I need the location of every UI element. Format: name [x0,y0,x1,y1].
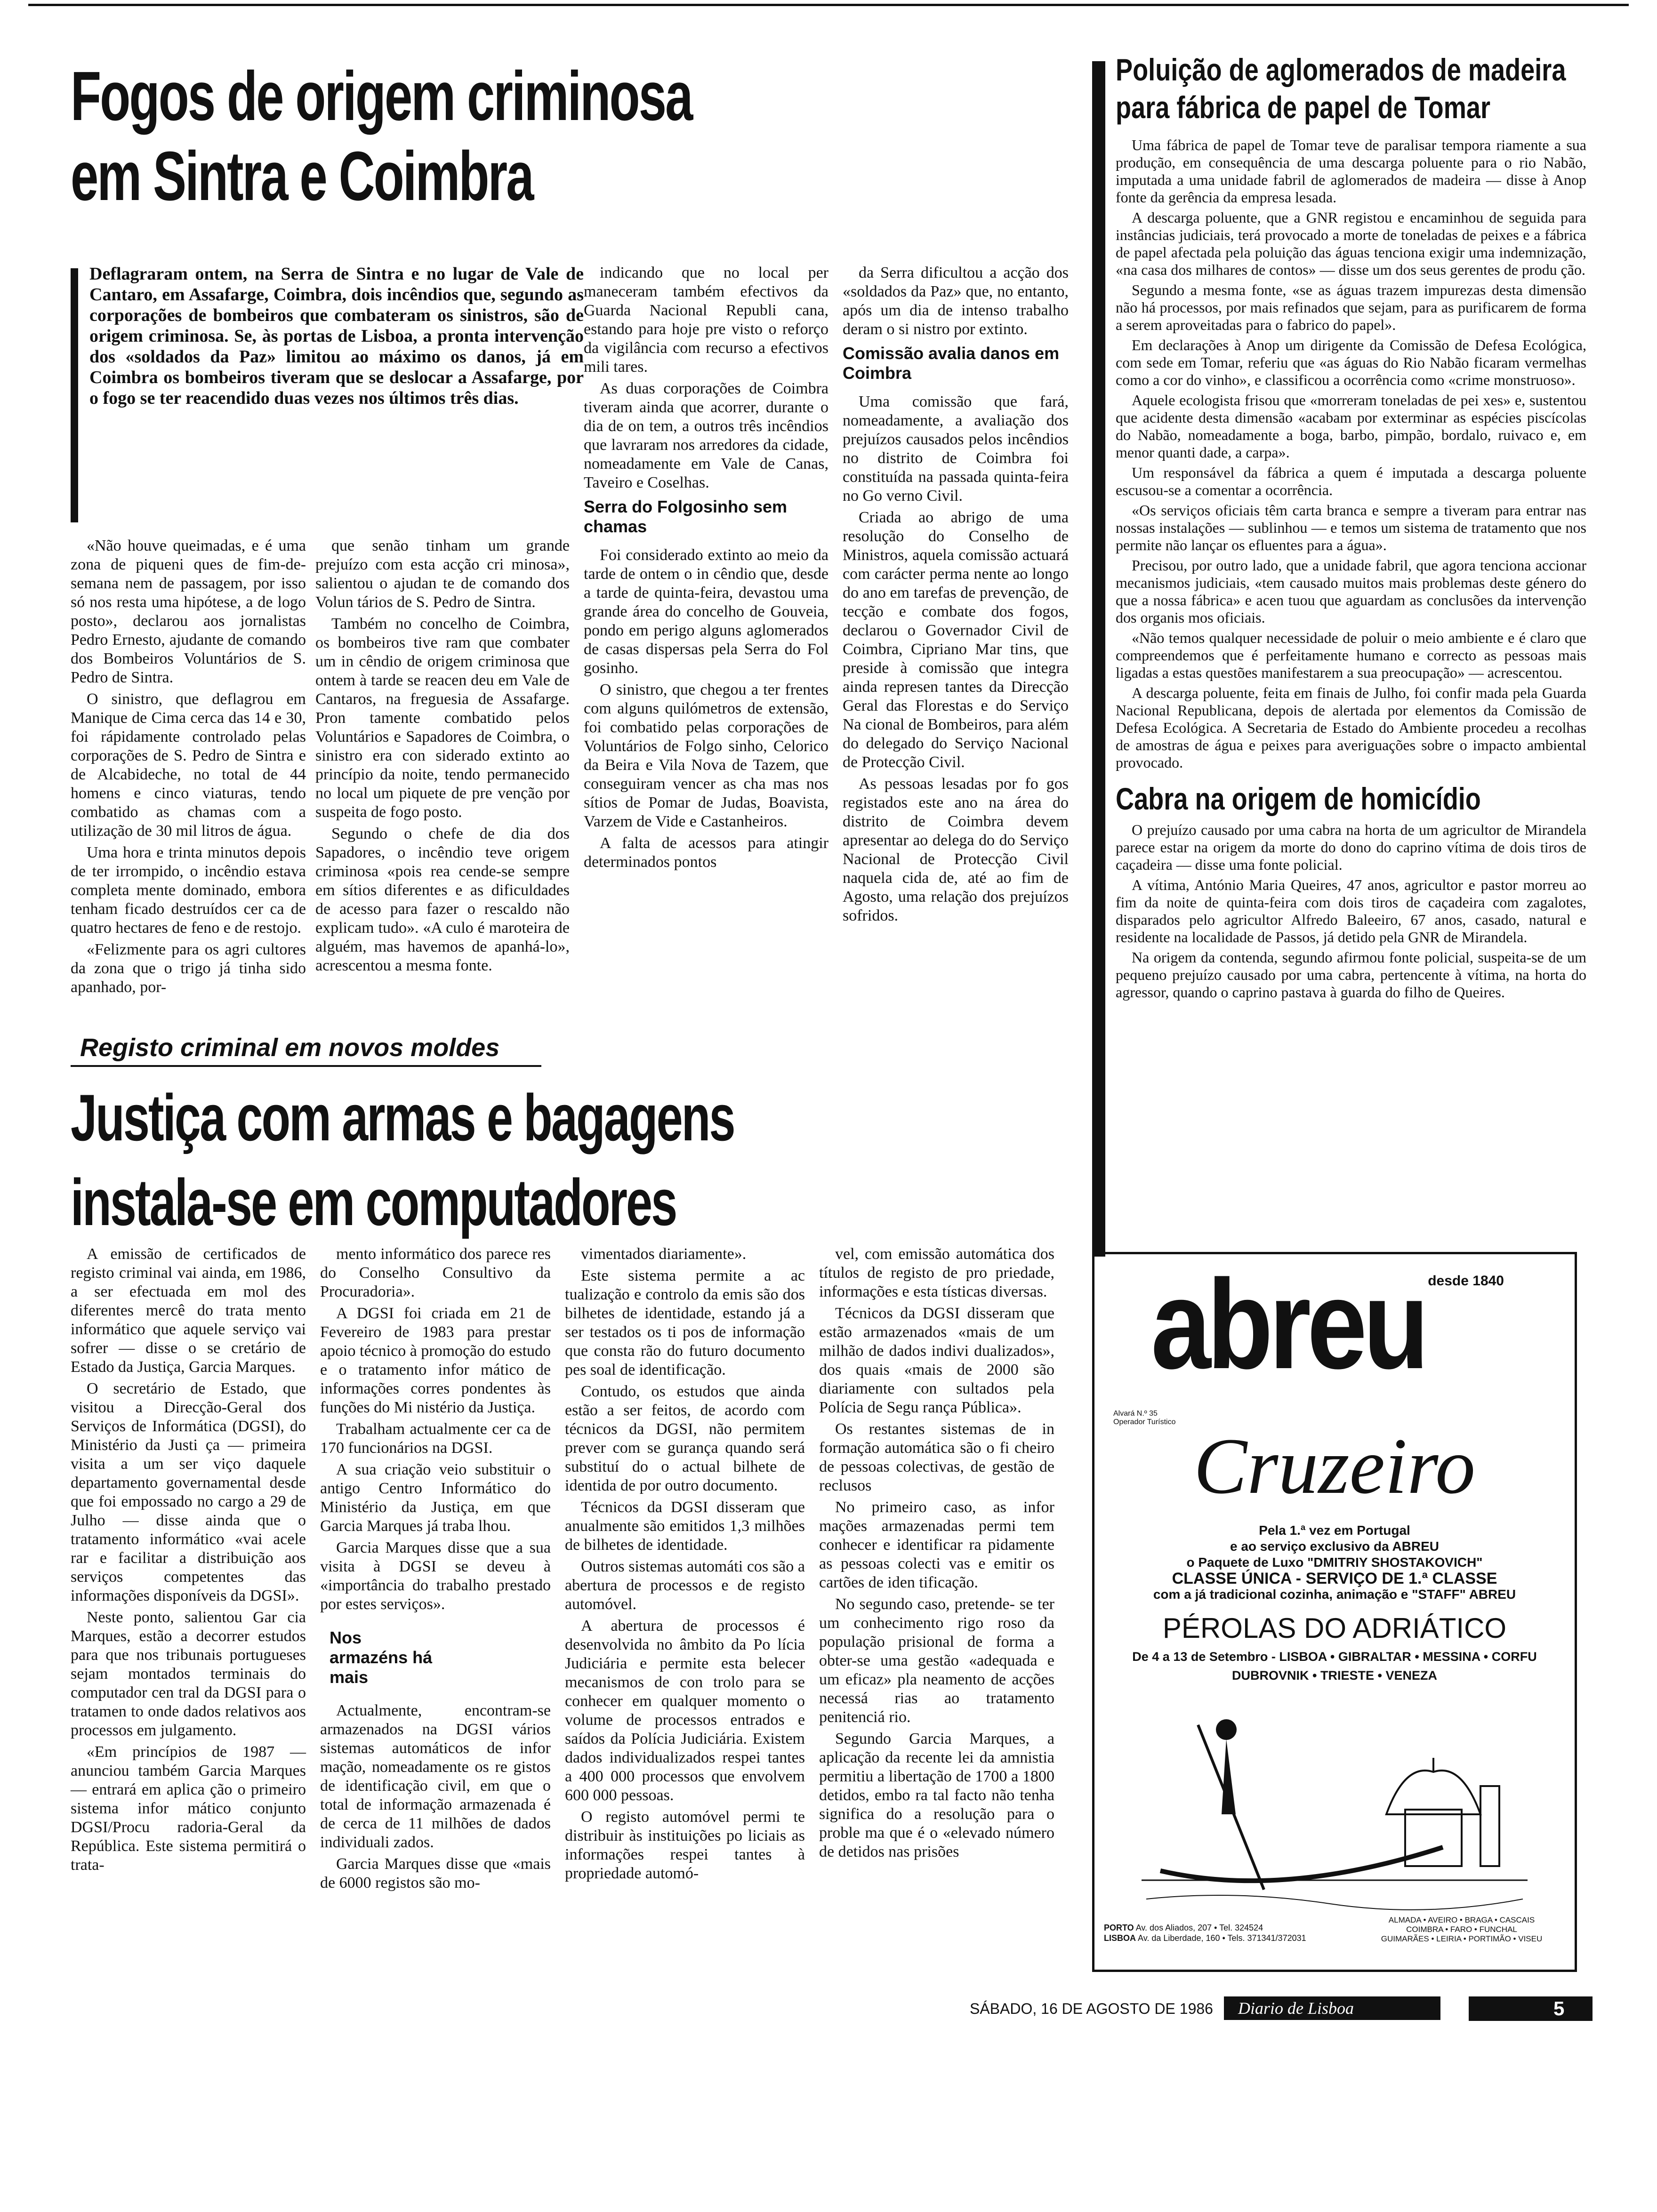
headline-cabra: Cabra na origem de homicídio [1116,781,1481,816]
paragraph: No segundo caso, pretende- se ter um conhecimento rigo roso da população prisional de forma a obter-se uma gestão «adequada e um eficaz» pla neamento de acções necessá rias ao tratamento penitenciá rio. [819,1595,1054,1726]
article-poluicao [1092,52,1591,1257]
top-rule [28,4,1629,6]
paragraph: da Serra dificultou a acção dos «soldados da Paz» que, no entanto, após um dia de intenso trabalho deram o si nistro por extinto. [843,264,1069,338]
headline-line1: Fogos de origem criminosa [71,57,692,135]
article2-col4 [819,1245,1054,1864]
paragraph: Outros sistemas automáti cos são a abertura de processos e de registo automóvel. [565,1558,805,1613]
ad-license: Alvará N.º 35 Operador Turístico [1113,1410,1176,1426]
article1-col1 [71,537,306,1000]
article1-col2 [315,537,570,978]
paragraph: Actualmente, encontram-se armazenados na DGSI vários sistemas automáticos de infor mação, nomeadamente os re gistos de identificação civil, em que o total de informação armazenada é de cerca de 11 milhões de dados individuali zados. [320,1702,551,1851]
article2-col3 [565,1245,805,1886]
headline-line2: para fábrica de papel de Tomar [1116,90,1491,125]
section-bar [1092,61,1105,1257]
lisboa-address: Av. da Liberdade, 160 • Tels. 371341/372031 [1138,1933,1306,1943]
paragraph: A vítima, António Maria Queires, 47 anos, agricultor e pastor morreu ao fim da noite de quinta-feira com dois tiros de caçadeira com zagalotes, disparados pelo agricultor Alfredo Baleeiro, 67 anos, casado, natural e residente na localidade de Passos, já detido pela GNR de Mirandela. [1116,876,1586,946]
article-justica [71,1033,1069,2116]
paragraph: A descarga poluente, que a GNR registou e encaminhou de seguida para instâncias judiciais, terá provocado a morte de toneladas de peixes e a fábrica de papel afectada pela poluição das águas tenciona exigir uma indemnização, «na casa dos milhares de contos» — disse um dos seus gerentes de produ ção. [1116,209,1586,278]
article2-col1 [71,1245,306,1877]
paragraph: «Em princípios de 1987 — anunciou também Garcia Marques — entrará em aplica ção o primeiro sistema infor mático conjunto DGSI/Procu radoria-Geral da República. Este sistema permitirá o trata- [71,1743,306,1874]
kicker: Registo criminal em novos moldes [80,1034,500,1062]
branches-line1: ALMADA • AVEIRO • BRAGA • CASCAIS [1388,1915,1535,1924]
paragraph: A DGSI foi criada em 21 de Fevereiro de 1983 para prestar apoio técnico à promoção do estudo e o tratamento infor mático de informações corres pondentes às funções do Mi nistério da Justiça. [320,1305,551,1416]
article-fogos [71,56,1069,1045]
headline-line1: Poluição de aglomerados de madeira [1116,52,1566,87]
paragraph: Criada ao abrigo de uma resolução do Conselho de Ministros, aquela comissão actuará com carácter perma nente ao longo do ano em tarefas de prevenção, de tecção e combate dos fogos, declarou o Governador Civil de Coimbra, Cipriano Mar tins, que preside à comissão que integra ainda represen tantes da Direcção Geral das Florestas e do Serviço Na cional de Bombeiros, para além do delegado do Serviço Nacional de Protecção Civil. [843,509,1069,771]
subhead-armazens: Nos armazéns há mais [330,1628,433,1687]
porto-address: Av. dos Aliados, 207 • Tel. 324524 [1135,1923,1263,1932]
paragraph: «Os serviços oficiais têm carta branca e sempre a tiveram para entrar nas nossas instalações — sublinhou — e temos um sistema de tratamento que nos permite não lançar os efluentes para a água». [1116,502,1586,553]
article1-col4 [843,264,1069,928]
paragraph: As pessoas lesadas por fo gos registados este ano na área do distrito de Coimbra devem apresentar ao delega do do Serviço Nacional de Protecção Civil naquela cida de, até ao fim de Agosto, uma relação dos prejuízos sofridos. [843,775,1069,924]
paragraph: O registo automóvel permi te distribuir às instituições po liciais as informações respei tantes à propriedade automó- [565,1808,805,1882]
ad-places: DUBROVNIK • TRIESTE • VENEZA [1232,1668,1437,1683]
paragraph: Na origem da contenda, segundo afirmou fonte policial, suspeita-se de um pequeno prejuízo causado por uma cabra, pertencente à vítima, na horta do agressor, quando o caprino pastava à guarda do filho de Queires. [1116,949,1586,1001]
headline-line2: em Sintra e Coimbra [71,137,533,215]
paragraph: Neste ponto, salientou Gar cia Marques, estão a decorrer estudos para que nos tribunais portugueses sejam montados terminais do computador cen tral da DGSI para o tratamen to onde dados relativos aos processos em julgamento. [71,1609,306,1739]
paragraph: Técnicos da DGSI disseram que estão armazenados «mais de um milhão de dados indivi dualizados», dos quais «mais de 2000 são diariamente con sultados pela Polícia de Segu rança Pública». [819,1305,1054,1416]
paragraph: Segundo a mesma fonte, «se as águas trazem impurezas desta dimensão não há processos, por mais refinados que sejam, para as purificarem de forma a serem aproveitadas para o fabrico do papel». [1116,281,1586,333]
ad-line4: CLASSE ÚNICA - SERVIÇO DE 1.ª CLASSE [1172,1570,1497,1587]
paragraph: vel, com emissão automática dos títulos de registo de pro priedade, informações e esta tísticas diversas. [819,1245,1054,1300]
paragraph: Uma fábrica de papel de Tomar teve de paralisar tempora riamente a sua produção, em consequência de uma descarga poluente para o rio Nabão, imputada a uma unidade fabril de aglomerados de madeira — disse à Anop fonte da gerência da empresa lesada. [1116,136,1586,206]
ad-since: desde 1840 [1428,1273,1504,1289]
paragraph: O sinistro, que chegou a ter frentes com alguns quilómetros de extensão, foi combatido pelas corporações de Voluntários de Folgo sinho, Celorico da Beira e Vila Nova de Tazem, que conseguiram vencer as cha mas nos sítios de Pomar de Judas, Boavista, Varzem de Vide e Castanheiros. [584,681,828,830]
lisboa-label: LISBOA [1104,1933,1136,1943]
paragraph: Contudo, os estudos que ainda estão a ser feitos, de acordo com técnicos da DGSI, não permitem prever com se gurança quando será substituí do o actual bilhete de identida de por outro documento. [565,1383,805,1494]
paragraph: «Não houve queimadas, e é uma zona de piqueni ques de fim-de-semana nem de passagem, por isso só nos resta uma hipótese, a de logo posto», declarou aos jornalistas Pedro Ernesto, ajudante de comando dos Bombeiros Voluntários de S. Pedro de Sintra. [71,537,306,686]
branches-line2: COIMBRA • FARO • FUNCHAL [1406,1925,1517,1934]
article2-col2 [320,1245,551,1895]
paragraph: O prejuízo causado por uma cabra na horta de um agricultor de Mirandela parece estar na origem da morte do dono do caprino vítima de dois tiros de caçadeira — disse uma fonte policial. [1116,821,1586,873]
article1-col3 [584,264,828,874]
ad-brand-logo: abreu [1151,1254,1425,1395]
ad-line1: Pela 1.ª vez em Portugal [1259,1523,1410,1538]
paragraph: A abertura de processos é desenvolvida no âmbito da Po lícia Judiciária e permite esta belecer mecanismos de con trolo para se conhecer em qualquer momento o volume de processos entrados e saídos da Polícia Judiciária. Existem dados individualizados respei tantes a 400 000 processos que envolvem 600 000 pessoas. [565,1617,805,1804]
paragraph: Técnicos da DGSI disseram que anualmente são emitidos 1,3 milhões de bilhetes de identidade. [565,1499,805,1554]
article3-body [1116,136,1586,1004]
paragraph: A emissão de certificados de registo criminal vai ainda, em 1986, a ser efectuada em mol des diferentes mercê do trata mento informático que aquele serviço vai sofrer — disse o se cretário de Estado da Justiça, Garcia Marques. [71,1245,306,1376]
footer-page-number: 5 [1469,1996,1593,2021]
page-footer [970,1996,1582,2024]
ad-cruise-title: Cruzeiro [1193,1422,1476,1510]
headline-line1: Justiça com armas e bagagens [71,1081,734,1154]
paragraph: As duas corporações de Coimbra tiveram ainda que acorrer, durante o dia de on tem, a outros três incêndios que lavraram nos arredores da cidade, nomeadamente em Vale de Canas, Taveiro e Coselhas. [584,380,828,491]
paragraph: Garcia Marques disse que a sua visita à DGSI se deveu à «importância do trabalho prestado por estes serviços». [320,1539,551,1613]
paragraph: indicando que no local per maneceram também efectivos da Guarda Nacional Republi cana, estando para hoje pre visto o reforço da vigilância com recurso a efectivos mili tares. [584,264,828,376]
paragraph: A sua criação veio substituir o antigo Centro Informático do Ministério da Justiça, em que Garcia Marques já traba lhou. [320,1461,551,1535]
footer-paper-name: Diario de Lisboa [1224,1996,1440,2020]
paragraph: que senão tinham um grande prejuízo com esta acção cri minosa», salientou o ajudan te de comando dos Volun tários de S. Pedro de Sintra. [315,537,570,611]
subhead-folgosinho: Serra do Folgosinho sem chamas [584,497,788,536]
paragraph: «Não temos qualquer necessidade de poluir o meio ambiente e é claro que compreendemos que é perfeitamente humano e correcto as pessoas mais ligadas a estas questões manifestarem a sua preocupação» — acrescentou. [1116,629,1586,681]
paragraph: A falta de acessos para atingir determinados pontos [584,834,828,871]
lead-paragraph: Deflagraram ontem, na Serra de Sintra e no lugar de Vale de Cantaro, em Assafarge, Coimbra, dois incêndios que, segundo as corporações de bombeiros que combateram os sinistros, são de origem criminosa. Se, às portas de Lisboa, a pronta intervenção dos «soldados da Paz» limitou ao máximo os danos, já em Coimbra os bombeiros tiveram que se deslocar a Assafarge, por o fogo se ter reacendido duas vezes nos últimos três dias. [89,264,584,408]
paragraph: «Felizmente para os agri cultores da zona que o trigo já tinha sido apanhado, por- [71,941,306,996]
paragraph: Também no concelho de Coimbra, os bombeiros tive ram que combater um in cêndio de origem criminosa que ontem à tarde se reacen deu em Vale de Cantaros, na freguesia de Assafarge. Pron tamente combatido pelos Voluntários e Sapadores de Coimbra, o sinistro era con siderado extinto ao princípio da noite, tendo permanecido no local um piquete de pre venção por suspeita de fogo posto. [315,615,570,821]
ad-line3: o Paquete de Luxo "DMITRIY SHOSTAKOVICH" [1186,1555,1483,1570]
paragraph: Trabalham actualmente cer ca de 170 funcionários na DGSI. [320,1420,551,1457]
paragraph: Precisou, por outro lado, que a unidade fabril, que agora tenciona accionar mecanismos judiciais, «tem causado muitos mais problemas deste género do que a nossa fábrica» e acen tuou que aguardam as conclusões da intervenção dos organis mos oficiais. [1116,557,1586,626]
paragraph: vimentados diariamente». [581,1245,747,1263]
paragraph: O secretário de Estado, que visitou a Direcção-Geral dos Serviços de Informática (DGSI), do Ministério da Justi ça — primeira visita a um ser viço daquele departamento governamental desde que foi empossado no cargo a 29 de Julho — disse ainda que o tratamento informático «vai acele rar e facilitar a distribuição aos serviços competentes das informações disponíveis da DGSI». [71,1380,306,1604]
ad-line5: com a já tradicional cozinha, animação e "STAFF" ABREU [1153,1587,1516,1602]
porto-label: PORTO [1104,1923,1134,1932]
paragraph: No primeiro caso, as infor mações armazenadas permi tem conhecer e identificar ra pidamente as pessoas colecti vas e emitir os cartões de iden tificação. [819,1499,1054,1591]
lead-bar [71,268,78,522]
paragraph: mento informático dos parece res do Conselho Consultivo da Procuradoria». [320,1245,551,1300]
ad-branches [1358,1915,1565,1944]
paragraph: Aquele ecologista frisou que «morreram toneladas de pei xes» e, sustentou que acidente desta dimensão «acabam por exterminar as espécies piscícolas do Nabão, nomeadamente a boga, barbo, pimpão, bordalo, ruivaco e, em menor quanti dade, a carpa». [1116,392,1586,461]
paragraph: A descarga poluente, feita em finais de Julho, foi confir mada pela Guarda Nacional Republicana, depois de alertada por elementos da Comissão de Defesa Ecológica. A Secretaria de Estado do Ambiente procedeu a recolhas de amostras de água e peixes para averiguações sobre o impacto ambiental provocado. [1116,684,1586,771]
paragraph: Uma hora e trinta minutos depois de ter irrompido, o incêndio estava completa mente dominado, embora tenham ficado destruídos cer ca de quatro hectares de feno e de restojo. [71,844,306,937]
paragraph: Garcia Marques disse que «mais de 6000 registos são mo- [320,1855,551,1891]
ad-pearls: PÉROLAS DO ADRIÁTICO [1162,1612,1507,1644]
abreu-ad [1092,1252,1577,1972]
ad-offer [1123,1523,1546,1603]
paragraph: Segundo o chefe de dia dos Sapadores, o incêndio teve origem criminosa «pois rea cende-se sempre em sítios diferentes e as dificuldades de acesso para fazer o rescaldo não explicam tudo». «A culo é maroteira de alguém, mas havemos de apanhá-lo», acrescentou a mesma fonte. [315,825,570,974]
venice-gondola-illustration [1142,1692,1528,1918]
paragraph: Segundo Garcia Marques, a aplicação da recente lei da amnistia permitiu a libertação de 1700 a 1800 detidos, embo ra tal facto não tenha significa do a resolução para o proble ma que é o «elevado número de detidos nas prisões [819,1730,1054,1860]
ad-line2: e ao serviço exclusivo da ABREU [1230,1539,1440,1554]
headline-line2: instala-se em computadores [71,1165,676,1239]
paragraph: Este sistema permite a ac tualização e controlo da emis são dos bilhetes de identidade, estando já a ser testados os ti pos de informação que consta rão do futuro documento pes soal de identificação. [565,1267,805,1378]
branches-line3: GUIMARÃES • LEIRIA • PORTIMÃO • VISEU [1381,1934,1543,1943]
paragraph: Um responsável da fábrica a quem é imputada a descarga poluente escusou-se a comentar a ocorrência. [1116,464,1586,498]
subhead-comissao: Comissão avalia danos em Coimbra [843,344,1060,383]
paragraph: Uma comissão que fará, nomeadamente, a avaliação dos prejuízos causados pelos incêndios no distrito de Coimbra foi constituída na passada quinta-feira no Go verno Civil. [843,393,1069,505]
ad-dates: De 4 a 13 de Setembro - LISBOA • GIBRALTAR • MESSINA • CORFU [1132,1650,1537,1664]
kicker-rule [71,1065,541,1067]
paragraph: Os restantes sistemas de in formação automática são o fi cheiro de pessoas colectivas, de gestão de reclusos [819,1420,1054,1494]
footer-date: SÁBADO, 16 DE AGOSTO DE 1986 [970,2000,1213,2017]
paragraph: O sinistro, que deflagrou em Manique de Cima cerca das 14 e 30, foi rápidamente controlado pelas corporações de S. Pedro de Sintra e de Alcabideche, no total de 44 homens e cinco viaturas, tendo combatido as chamas com a utilização de 30 mil litros de água. [71,690,306,840]
paragraph: Foi considerado extinto ao meio da tarde de ontem o in cêndio que, desde a tarde de quinta-feira, devastou uma grande área do concelho de Gouveia, pondo em perigo alguns aglomerados de casas dispersas pela Serra do Fol gosinho. [584,546,828,677]
paragraph: Em declarações à Anop um dirigente da Comissão de Defesa Ecológica, com sede em Tomar, referiu que «as águas do Rio Nabão ficaram vermelhas como a cor do vinho», e classificou a ocorrência como «crime monstruoso». [1116,337,1586,388]
